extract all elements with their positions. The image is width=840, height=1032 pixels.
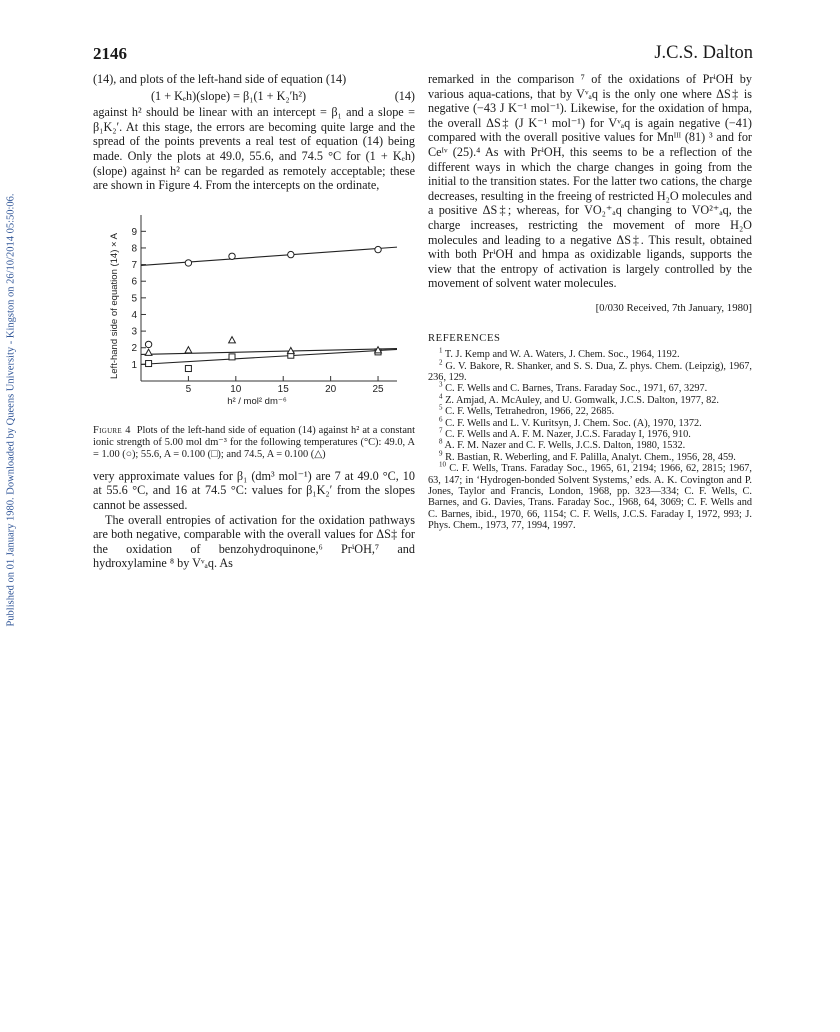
reference-text: C. F. Wells, Tetrahedron, 1966, 22, 2685. <box>442 406 615 418</box>
reference-number: 6 <box>439 415 443 424</box>
data-point-circle <box>145 341 151 347</box>
fit-line-circle <box>141 247 397 265</box>
x-tick-label: 10 <box>230 383 242 395</box>
x-tick-label: 15 <box>277 383 289 395</box>
right-paragraph-1: remarked in the comparison ⁷ of the oxidations of PrⁱOH by various aqua-cations, that by Vᵛₐq is the only one where ΔS‡ is negative (−43 J K⁻¹ mol⁻¹). Likewise, for the oxidation of hmpa, the overall ΔS‡ (J K⁻¹ mol⁻¹) for Vᵛₐq is again negative (−41) compared with the overall positive values for Mnᴵᴵᴵ (81) ³ and for Ceᴵᵛ (25).⁴ As with PrⁱOH, this seems to be a reflection of the different ways in which the charge changes in going from the initial to the transition states. For the latter two cations, the charge decreases, resulting in the freeing of restricted H₂O molecules and a positive ΔS‡; whereas, for VO₂⁺ₐq changing to VO²⁺ₐq, the charge increases, restricting the movement of more H₂O molecules and leading to a negative ΔS‡. This result, obtained with both PrⁱOH and hmpa as oxidizable ligands, supports the view that the entropy of activation is largely controlled by the movement of solvent water molecules. <box>428 72 752 291</box>
figure-4-caption <box>93 425 415 461</box>
reference-item <box>428 358 752 384</box>
reference-text: R. Bastian, R. Weberling, and F. Palilla, Analyt. Chem., 1956, 28, 459. <box>442 451 736 463</box>
equation-number: (14) <box>394 88 415 103</box>
data-point-square <box>146 360 152 366</box>
reference-item <box>428 346 752 361</box>
reference-number: 3 <box>439 380 443 389</box>
reference-item <box>428 449 752 463</box>
left-paragraph-2: against h² should be linear with an intercept = β₁ and a slope = β₁K₂′. At this stage, the errors are becoming quite large and the spread of the points prevents a real test of equation (14) being made. Only the plots at 49.0, 55.6, and 74.5 °C for (1 + Kₑh)(slope) against h² can be regarded as remotely acceptable; these are shown in Figure 4. From the intercepts on the ordinate, <box>93 105 415 193</box>
left-paragraph-4: The overall entropies of activation for the oxidation pathways are both negative, comparable with the overall values for ΔS‡ for the oxidation of benzohydroquinone,⁶ PrⁱOH,⁷ and hydroxylamine ⁸ by Vᵛₐq. As <box>93 512 415 571</box>
reference-item <box>428 415 752 429</box>
caption-label: Figure 4 <box>93 424 131 436</box>
figure-4-plot <box>93 203 415 425</box>
data-point-triangle <box>185 346 192 352</box>
reference-text: G. V. Bakore, R. Shanker, and S. S. Dua, Z. phys. Chem. (Leipzig), 1967, 236, 129. <box>428 360 752 383</box>
reference-number: 4 <box>439 392 443 401</box>
references-heading: REFERENCES <box>428 332 501 344</box>
journal-title: J.C.S. Dalton <box>654 43 753 63</box>
reference-number: 10 <box>439 460 446 469</box>
reference-text: A. F. M. Nazer and C. F. Wells, J.C.S. Dalton, 1980, 1532. <box>442 440 686 452</box>
y-tick-label: 3 <box>131 326 137 338</box>
data-point-circle <box>288 251 294 257</box>
data-point-circle <box>229 253 235 259</box>
y-tick-label: 4 <box>131 309 137 321</box>
reference-item <box>428 392 752 406</box>
equation-text: (1 + Kₑh)(slope) = β₁(1 + K₂′h²) <box>151 88 307 103</box>
reference-item <box>428 403 752 418</box>
x-axis-label: h² / mol² dm⁻⁶ <box>227 395 287 407</box>
reference-text: C. F. Wells and L. V. Kuritsyn, J. Chem. Soc. (A), 1970, 1372. <box>442 417 702 429</box>
reference-text: C. F. Wells and C. Barnes, Trans. Faraday Soc., 1971, 67, 3297. <box>442 383 708 395</box>
reference-text: C. F. Wells, Trans. Faraday Soc., 1965, 61, 2194; 1966, 62, 2815; 1967, 63, 147; in ‘Hydrogen-bonded Solvent Systems,’ eds. A. K. Covington and P. Jones, Taylor and Francis, London, 1968, pp. 323—334; C. F. Wells, C. Barnes, and G. Davies, Trans. Faraday Soc., 1968, 64, 3069; C. F. Wells and C. Barnes, ibid., 1970, 66, 1154; C. F. Wells, J.C.S. Faraday I, 1972, 993; J. Phys. Chem., 1973, 77, 1994, 1997. <box>428 463 752 532</box>
left-paragraph-1: (14), and plots of the left-hand side of equation (14) <box>93 72 347 86</box>
figure-4 <box>93 203 415 425</box>
references-list <box>428 346 752 532</box>
page-number: 2146 <box>93 44 127 63</box>
reference-number: 1 <box>439 346 443 355</box>
reference-number: 2 <box>439 358 443 367</box>
reference-number: 7 <box>439 426 443 435</box>
reference-number: 9 <box>439 449 443 458</box>
data-point-triangle <box>229 336 236 342</box>
reference-text: T. J. Kemp and W. A. Waters, J. Chem. Soc., 1964, 1192. <box>442 349 680 361</box>
reference-item <box>428 437 752 452</box>
right-column <box>428 72 752 532</box>
x-tick-label: 20 <box>325 383 337 395</box>
x-tick-label: 25 <box>372 383 384 395</box>
received-line: [0/030 Received, 7th January, 1980] <box>595 301 752 314</box>
caption-text: Plots of the left-hand side of equation (14) against h² at a constant ionic strength of 5.00 mol dm⁻³ for the following temperatures (°C): 49.0, A = 1.00 (○); 55.6, A = 0.100 (□); and 74.5, A = 0.100 (△) <box>93 424 416 460</box>
y-tick-label: 6 <box>131 276 137 288</box>
y-tick-label: 5 <box>131 293 137 305</box>
reference-text: Z. Amjad, A. McAuley, and U. Gomwalk, J.C.S. Dalton, 1977, 82. <box>442 394 719 406</box>
reference-number: 5 <box>439 403 443 412</box>
reference-item <box>428 460 752 532</box>
y-tick-label: 9 <box>131 226 137 238</box>
reference-number: 8 <box>439 437 443 446</box>
y-tick-label: 1 <box>131 359 137 371</box>
download-watermark <box>2 180 20 640</box>
data-point-circle <box>185 259 191 265</box>
data-point-circle <box>375 246 381 252</box>
left-column <box>93 72 415 571</box>
y-tick-label: 7 <box>131 259 137 271</box>
data-point-square <box>185 365 191 371</box>
x-tick-label: 5 <box>185 383 192 395</box>
reference-item <box>428 380 752 395</box>
data-point-square <box>229 354 235 360</box>
reference-text: C. F. Wells and A. F. M. Nazer, J.C.S. Faraday I, 1976, 910. <box>442 428 691 440</box>
reference-item <box>428 426 752 440</box>
data-point-triangle <box>145 349 152 355</box>
left-paragraph-3: very approximate values for β₁ (dm³ mol⁻¹) are 7 at 49.0 °C, 10 at 55.6 °C, and 16 at 74.5 °C: values for β₁K₂′ from the slopes cannot be assessed. <box>93 468 415 512</box>
y-axis-label: Left-hand side of equation (14) × A <box>109 232 120 379</box>
download-watermark-text: Published on 01 January 1980. Downloaded by Queens University - Kingston on 26/10/2014 05:50:06. <box>5 193 17 627</box>
equation-14 <box>93 87 415 106</box>
y-tick-label: 8 <box>131 243 137 255</box>
y-tick-label: 2 <box>131 342 137 354</box>
